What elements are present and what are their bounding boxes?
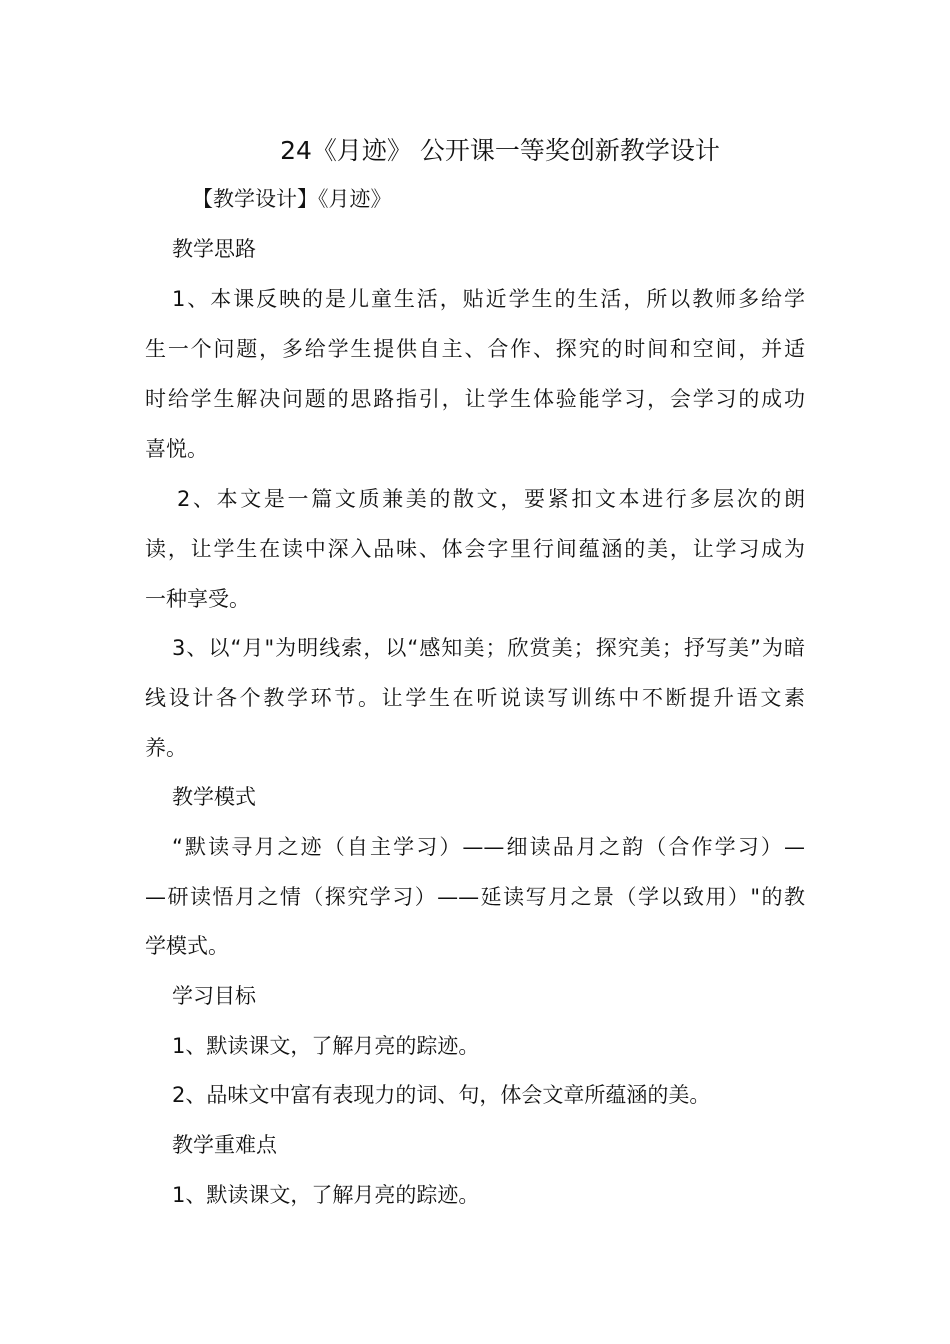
paragraph-line: 学模式。: [145, 934, 229, 958]
list-item: 1、默读课文，了解月亮的踪迹。: [172, 1183, 480, 1207]
heading-teaching-thinking: 教学思路: [172, 237, 256, 261]
paragraph-line: 读，让学生在读中深入品味、体会字里行间蕴涵的美，让学习成为: [145, 537, 805, 561]
paragraph-line: 生一个问题，多给学生提供自主、合作、探究的时间和空间，并适: [145, 337, 805, 361]
paragraph-line: 时给学生解决问题的思路指引，让学生体验能学习，会学习的成功: [145, 387, 805, 411]
paragraph-line: —研读悟月之情（探究学习）——延读写月之景（学以致用）"的教: [145, 885, 805, 909]
heading-learning-goals: 学习目标: [172, 984, 256, 1008]
document-title: 24《月迹》 公开课一等奖创新教学设计: [280, 136, 720, 165]
paragraph-line: 喜悦。: [145, 437, 208, 461]
paragraph-line: 养。: [145, 736, 187, 760]
paragraph-line: 线设计各个教学环节。让学生在听说读写训练中不断提升语文素: [145, 686, 805, 710]
list-item: 1、默读课文，了解月亮的踪迹。: [172, 1034, 480, 1058]
heading-key-points: 教学重难点: [172, 1133, 277, 1157]
paragraph-line: 2、本文是一篇文质兼美的散文，要紧扣文本进行多层次的朗: [177, 487, 805, 511]
heading-teaching-mode: 教学模式: [172, 785, 256, 809]
paragraph-line: 3、以“月"为明线索，以“感知美；欣赏美；探究美；抒写美”为暗: [172, 636, 805, 660]
subtitle: 【教学设计】《月迹》: [192, 187, 392, 211]
paragraph-line: 一种享受。: [145, 587, 250, 611]
list-item: 2、品味文中富有表现力的词、句，体会文章所蕴涵的美。: [172, 1083, 711, 1107]
paragraph-line: “默读寻月之迹（自主学习）——细读品月之韵（合作学习）—: [172, 835, 805, 859]
paragraph-line: 1、本课反映的是儿童生活，贴近学生的生活，所以教师多给学: [172, 287, 805, 311]
